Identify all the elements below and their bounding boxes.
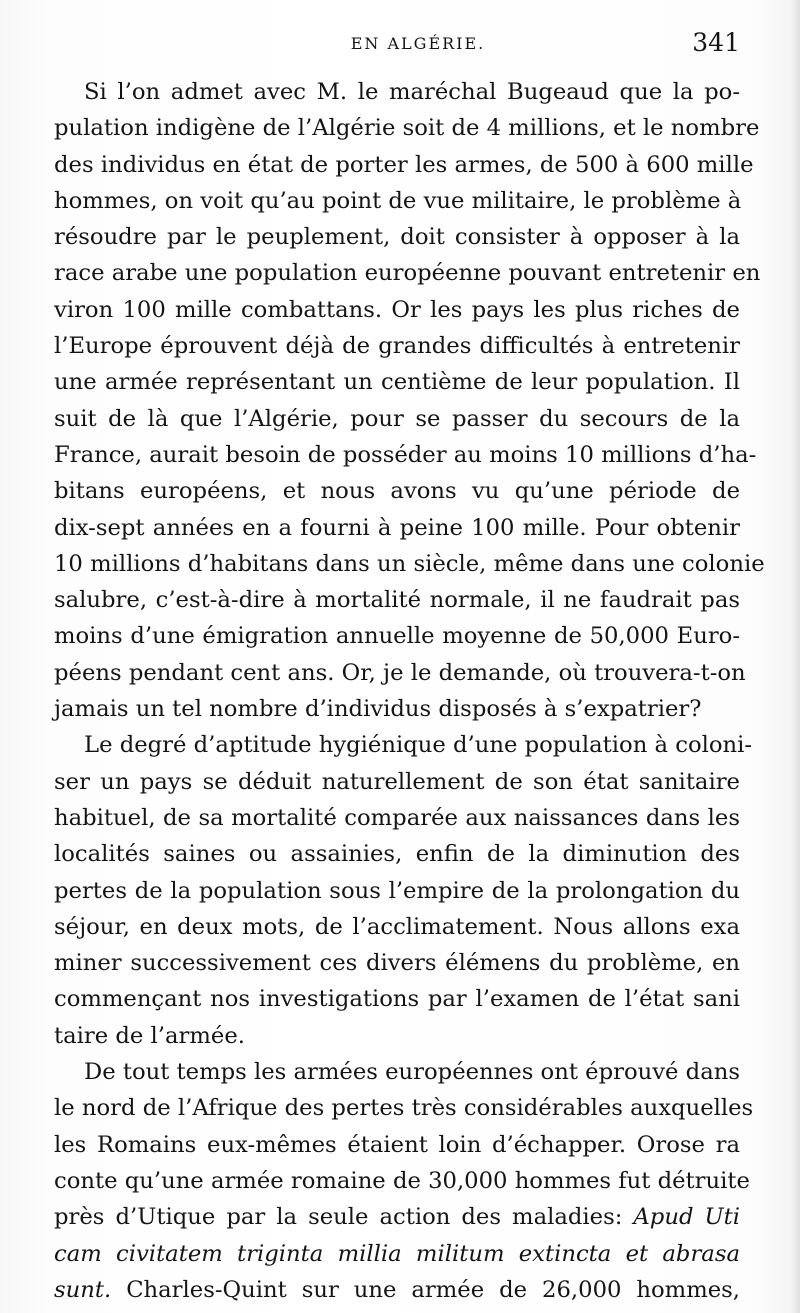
text-line: séjour, en deux mots, de l’acclimatement. Nous allons exa (54, 913, 740, 940)
text-line: l’Europe éprouvent déjà de grandes difficultés à entretenir (54, 333, 740, 360)
text-line: taire de l’armée. (54, 1022, 245, 1049)
text-line: pertes de la population sous l’empire de la prolongation du (54, 877, 740, 904)
latin-quote: Apud Uti (633, 1204, 741, 1231)
running-head: EN ALGÉRIE. (350, 34, 486, 53)
text-segment: près d’Utique par la seule action des maladies: (54, 1204, 623, 1231)
text-line: suit de là que l’Algérie, pour se passer du secours de la (54, 405, 740, 432)
text-line: dix-sept années en a fourni à peine 100 mille. Pour obtenir (54, 514, 740, 541)
text-line: salubre, c’est-à-dire à mortalité normale, il ne faudrait pas (54, 587, 740, 614)
text-line: localités saines ou assainies, enfin de la diminution des (54, 841, 740, 868)
text-line: viron 100 mille combattans. Or les pays les plus riches de (54, 296, 740, 323)
text-line: Si l’on admet avec M. le maréchal Bugeaud que la po- (84, 79, 740, 105)
text-line (54, 1199, 740, 1235)
latin-quote-line: cam civitatem triginta millia militum extincta et abrasa (54, 1240, 740, 1267)
text-line: 10 millions d’habitans dans un siècle, même dans une colonie (54, 550, 765, 577)
page-edge-shadow (790, 0, 800, 1313)
text-line: commençant nos investigations par l’examen de l’état sani (54, 986, 740, 1013)
text-segment: Charles-Quint sur une armée de 26,000 hommes, (126, 1276, 740, 1303)
text-line: jamais un tel nombre d’individus disposés à s’expatrier? (54, 696, 702, 723)
text-line: ser un pays se déduit naturellement de son état sanitaire (54, 768, 740, 795)
text-line: conte qu’une armée romaine de 30,000 hommes fut détruite (54, 1167, 750, 1194)
text-line: bitans européens, et nous avons vu qu’une période de (54, 478, 740, 505)
text-line: résoudre par le peuplement, doit consister à opposer à la (54, 224, 740, 251)
text-line: des individus en état de porter les armes, de 500 à 600 mille (54, 151, 754, 178)
text-line: pulation indigène de l’Algérie soit de 4 millions, et le nombre (54, 115, 760, 142)
text-line: Le degré d’aptitude hygiénique d’une population à coloni- (84, 732, 753, 759)
text-line: miner successivement ces divers élémens du problème, en (54, 950, 740, 977)
body-text (54, 74, 765, 1308)
latin-quote: sunt. (54, 1276, 112, 1303)
text-line: les Romains eux-mêmes étaient loin d’échapper. Orose ra (54, 1131, 740, 1158)
page-header (56, 28, 740, 68)
text-line: habituel, de sa mortalité comparée aux naissances dans les (54, 804, 740, 831)
text-line: une armée représentant un centième de leur population. Il (54, 369, 740, 396)
text-line: De tout temps les armées européennes ont éprouvé dans (84, 1059, 740, 1086)
text-line: France, aurait besoin de posséder au moins 10 millions d’ha- (54, 441, 757, 468)
text-line: péens pendant cent ans. Or, je le demande, où trouvera-t-on (54, 659, 746, 686)
page-number: 341 (692, 28, 740, 57)
text-line: le nord de l’Afrique des pertes très considérables auxquelles (54, 1095, 754, 1122)
text-line: race arabe une population européenne pouvant entretenir en (54, 260, 761, 287)
text-line: moins d’une émigration annuelle moyenne de 50,000 Euro- (54, 623, 740, 650)
text-line: hommes, on voit qu’au point de vue militaire, le problème à (54, 187, 742, 214)
text-line (54, 1272, 740, 1308)
